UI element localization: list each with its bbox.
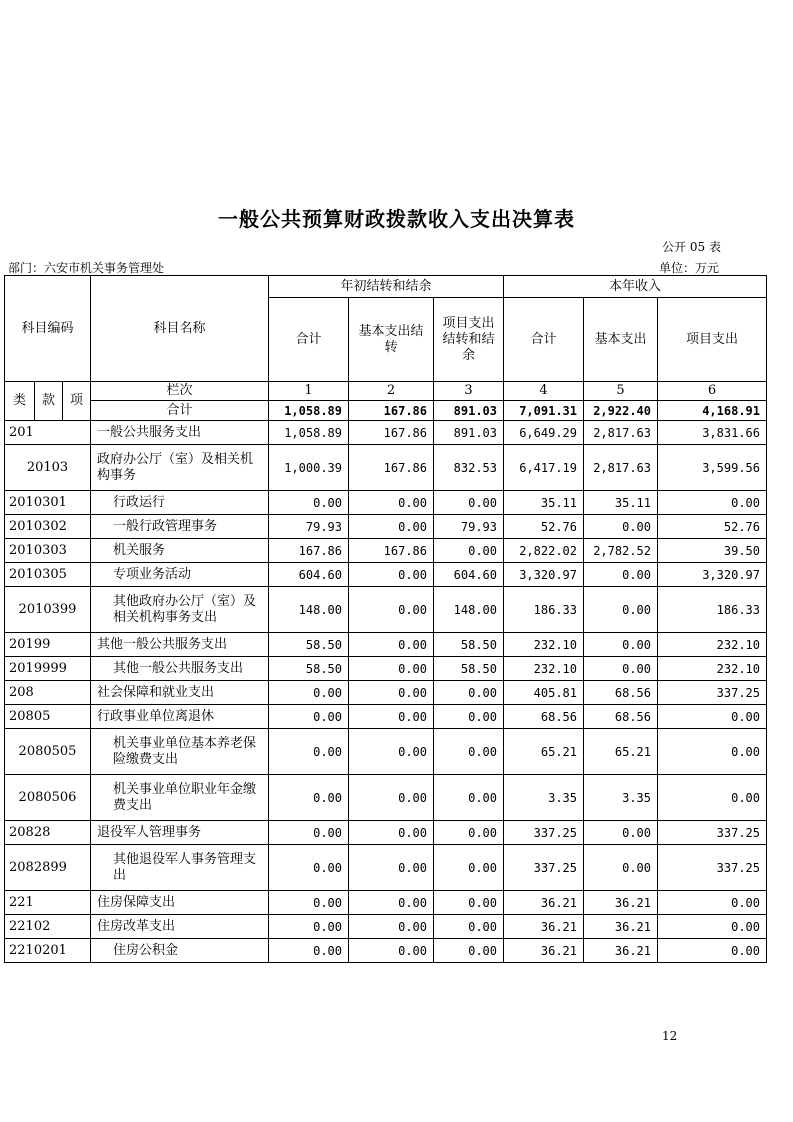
cell-value: 0.00 (584, 821, 658, 845)
cell-value: 58.50 (269, 633, 349, 657)
cell-value: 0.00 (434, 705, 504, 729)
col-number: 3 (434, 382, 504, 401)
table-row (5, 657, 767, 681)
cell-value: 0.00 (269, 821, 349, 845)
cell-value: 58.50 (434, 633, 504, 657)
cell-value: 0.00 (434, 915, 504, 939)
table-row (5, 633, 767, 657)
cell-value: 0.00 (658, 705, 767, 729)
cell-value: 0.00 (269, 915, 349, 939)
total-value: 891.03 (434, 401, 504, 421)
subject-name: 其他一般公共服务支出 (91, 633, 269, 657)
total-value: 167.86 (349, 401, 434, 421)
header-group-income: 本年收入 (504, 276, 767, 298)
subject-name: 机关事业单位基本养老保险缴费支出 (91, 729, 269, 775)
cell-value: 232.10 (658, 633, 767, 657)
cell-value: 52.76 (504, 515, 584, 539)
cell-value: 0.00 (349, 845, 434, 891)
cell-value: 0.00 (658, 491, 767, 515)
table-row (5, 563, 767, 587)
cell-value: 36.21 (504, 891, 584, 915)
header-opening-total: 合计 (269, 298, 349, 382)
cell-value: 148.00 (434, 587, 504, 633)
cell-value: 337.25 (658, 681, 767, 705)
cell-value: 0.00 (658, 775, 767, 821)
cell-value: 832.53 (434, 445, 504, 491)
cell-value: 0.00 (269, 491, 349, 515)
header-xiang: 项 (63, 382, 91, 421)
table-row (5, 939, 767, 963)
subject-name: 其他退役军人事务管理支出 (91, 845, 269, 891)
cell-value: 148.00 (269, 587, 349, 633)
total-value: 2,922.40 (584, 401, 658, 421)
subject-code: 2010303 (5, 539, 91, 563)
cell-value: 0.00 (658, 891, 767, 915)
cell-value: 0.00 (269, 891, 349, 915)
cell-value: 0.00 (269, 775, 349, 821)
subject-code: 20828 (5, 821, 91, 845)
cell-value: 0.00 (269, 681, 349, 705)
cell-value: 0.00 (349, 491, 434, 515)
subject-code: 2080506 (5, 775, 91, 821)
subject-code: 2210201 (5, 939, 91, 963)
col-number: 1 (269, 382, 349, 401)
cell-value: 0.00 (434, 729, 504, 775)
col-number: 5 (584, 382, 658, 401)
subject-code: 2010305 (5, 563, 91, 587)
subject-code: 2080505 (5, 729, 91, 775)
subject-code: 2010301 (5, 491, 91, 515)
cell-value: 3,320.97 (658, 563, 767, 587)
cell-value: 0.00 (434, 939, 504, 963)
cell-value: 337.25 (504, 845, 584, 891)
cell-value: 36.21 (584, 915, 658, 939)
cell-value: 0.00 (584, 563, 658, 587)
header-subject-name: 科目名称 (91, 276, 269, 382)
subject-name: 住房公积金 (91, 939, 269, 963)
cell-value: 167.86 (269, 539, 349, 563)
cell-value: 3,831.66 (658, 421, 767, 445)
cell-value: 337.25 (658, 821, 767, 845)
subject-code: 20199 (5, 633, 91, 657)
table-row (5, 421, 767, 445)
header-subject-code: 科目编码 (5, 276, 91, 382)
subject-code: 20103 (5, 445, 91, 491)
total-row (5, 401, 767, 421)
subject-name: 行政运行 (91, 491, 269, 515)
table-row (5, 587, 767, 633)
header-project: 项目支出 (658, 298, 767, 382)
header-lei: 类 (5, 382, 35, 421)
cell-value: 1,000.39 (269, 445, 349, 491)
cell-value: 2,782.52 (584, 539, 658, 563)
subject-name: 退役军人管理事务 (91, 821, 269, 845)
subject-code: 2010302 (5, 515, 91, 539)
cell-value: 58.50 (434, 657, 504, 681)
total-value: 4,168.91 (658, 401, 767, 421)
header-basic-carry: 基本支出结转 (349, 298, 434, 382)
cell-value: 0.00 (349, 515, 434, 539)
cell-value: 0.00 (658, 729, 767, 775)
cell-value: 0.00 (434, 821, 504, 845)
table-row (5, 445, 767, 491)
cell-value: 0.00 (349, 657, 434, 681)
cell-value: 0.00 (349, 915, 434, 939)
cell-value: 79.93 (434, 515, 504, 539)
page-number: 12 (662, 1029, 678, 1043)
table-row (5, 821, 767, 845)
cell-value: 0.00 (269, 729, 349, 775)
cell-value: 0.00 (269, 939, 349, 963)
cell-value: 232.10 (504, 657, 584, 681)
cell-value: 0.00 (349, 681, 434, 705)
header-income-total: 合计 (504, 298, 584, 382)
cell-value: 3.35 (584, 775, 658, 821)
cell-value: 0.00 (349, 939, 434, 963)
cell-value: 232.10 (504, 633, 584, 657)
cell-value: 68.56 (504, 705, 584, 729)
cell-value: 0.00 (584, 515, 658, 539)
total-label: 合计 (91, 401, 269, 421)
subject-name: 政府办公厅（室）及相关机构事务 (91, 445, 269, 491)
cell-value: 0.00 (349, 587, 434, 633)
header-basic: 基本支出 (584, 298, 658, 382)
department-label: 部门：六安市机关事务管理处 (8, 261, 165, 275)
cell-value: 186.33 (658, 587, 767, 633)
col-number: 2 (349, 382, 434, 401)
cell-value: 0.00 (269, 705, 349, 729)
cell-value: 0.00 (269, 845, 349, 891)
header-group-opening: 年初结转和结余 (269, 276, 504, 298)
subject-name: 住房保障支出 (91, 891, 269, 915)
subject-code: 2082899 (5, 845, 91, 891)
cell-value: 0.00 (349, 705, 434, 729)
cell-value: 36.21 (504, 939, 584, 963)
subject-name: 社会保障和就业支出 (91, 681, 269, 705)
subject-code: 201 (5, 421, 91, 445)
cell-value: 0.00 (584, 587, 658, 633)
cell-value: 0.00 (349, 775, 434, 821)
cell-value: 186.33 (504, 587, 584, 633)
cell-value: 58.50 (269, 657, 349, 681)
table-row (5, 515, 767, 539)
header-project-carry: 项目支出结转和结余 (434, 298, 504, 382)
cell-value: 0.00 (349, 821, 434, 845)
table-row (5, 891, 767, 915)
table-row (5, 539, 767, 563)
cell-value: 337.25 (658, 845, 767, 891)
subject-name: 行政事业单位离退休 (91, 705, 269, 729)
cell-value: 36.21 (584, 891, 658, 915)
cell-value: 167.86 (349, 539, 434, 563)
cell-value: 68.56 (584, 705, 658, 729)
cell-value: 3,599.56 (658, 445, 767, 491)
cell-value: 167.86 (349, 445, 434, 491)
subject-code: 208 (5, 681, 91, 705)
col-number: 4 (504, 382, 584, 401)
cell-value: 0.00 (584, 657, 658, 681)
cell-value: 2,817.63 (584, 445, 658, 491)
table-row (5, 775, 767, 821)
cell-value: 35.11 (504, 491, 584, 515)
document-title: 一般公共预算财政拨款收入支出决算表 (218, 207, 575, 231)
table-row (5, 491, 767, 515)
subject-name: 专项业务活动 (91, 563, 269, 587)
budget-table (4, 275, 767, 963)
form-number: 公开 05 表 (662, 240, 721, 254)
cell-value: 65.21 (504, 729, 584, 775)
cell-value: 68.56 (584, 681, 658, 705)
cell-value: 6,649.29 (504, 421, 584, 445)
cell-value: 604.60 (434, 563, 504, 587)
subject-name: 机关事业单位职业年金缴费支出 (91, 775, 269, 821)
cell-value: 167.86 (349, 421, 434, 445)
subject-name: 一般公共服务支出 (91, 421, 269, 445)
cell-value: 0.00 (658, 915, 767, 939)
cell-value: 405.81 (504, 681, 584, 705)
cell-value: 604.60 (269, 563, 349, 587)
cell-value: 3.35 (504, 775, 584, 821)
cell-value: 52.76 (658, 515, 767, 539)
cell-value: 0.00 (434, 845, 504, 891)
table-row (5, 915, 767, 939)
cell-value: 1,058.89 (269, 421, 349, 445)
subject-code: 221 (5, 891, 91, 915)
subject-name: 其他政府办公厅（室）及相关机构事务支出 (91, 587, 269, 633)
subject-code: 2010399 (5, 587, 91, 633)
cell-value: 891.03 (434, 421, 504, 445)
header-kuan: 款 (35, 382, 63, 421)
cell-value: 0.00 (349, 729, 434, 775)
cell-value: 0.00 (434, 891, 504, 915)
subject-code: 2019999 (5, 657, 91, 681)
total-value: 7,091.31 (504, 401, 584, 421)
table-row (5, 845, 767, 891)
unit-label: 单位：万元 (658, 261, 719, 275)
cell-value: 337.25 (504, 821, 584, 845)
total-value: 1,058.89 (269, 401, 349, 421)
cell-value: 65.21 (584, 729, 658, 775)
subject-code: 22102 (5, 915, 91, 939)
cell-value: 2,822.02 (504, 539, 584, 563)
col-number: 6 (658, 382, 767, 401)
cell-value: 232.10 (658, 657, 767, 681)
subject-name: 一般行政管理事务 (91, 515, 269, 539)
cell-value: 2,817.63 (584, 421, 658, 445)
table-row (5, 729, 767, 775)
subject-code: 20805 (5, 705, 91, 729)
cell-value: 35.11 (584, 491, 658, 515)
cell-value: 36.21 (504, 915, 584, 939)
cell-value: 0.00 (349, 563, 434, 587)
cell-value: 0.00 (434, 491, 504, 515)
table-row (5, 705, 767, 729)
cell-value: 79.93 (269, 515, 349, 539)
cell-value: 0.00 (658, 939, 767, 963)
subject-name: 住房改革支出 (91, 915, 269, 939)
cell-value: 0.00 (349, 891, 434, 915)
cell-value: 6,417.19 (504, 445, 584, 491)
header-column-no: 栏次 (91, 382, 269, 401)
cell-value: 36.21 (584, 939, 658, 963)
subject-name: 机关服务 (91, 539, 269, 563)
cell-value: 0.00 (349, 633, 434, 657)
cell-value: 0.00 (434, 681, 504, 705)
cell-value: 0.00 (434, 775, 504, 821)
table-row (5, 681, 767, 705)
cell-value: 0.00 (584, 633, 658, 657)
cell-value: 0.00 (434, 539, 504, 563)
subject-name: 其他一般公共服务支出 (91, 657, 269, 681)
cell-value: 39.50 (658, 539, 767, 563)
cell-value: 0.00 (584, 845, 658, 891)
cell-value: 3,320.97 (504, 563, 584, 587)
